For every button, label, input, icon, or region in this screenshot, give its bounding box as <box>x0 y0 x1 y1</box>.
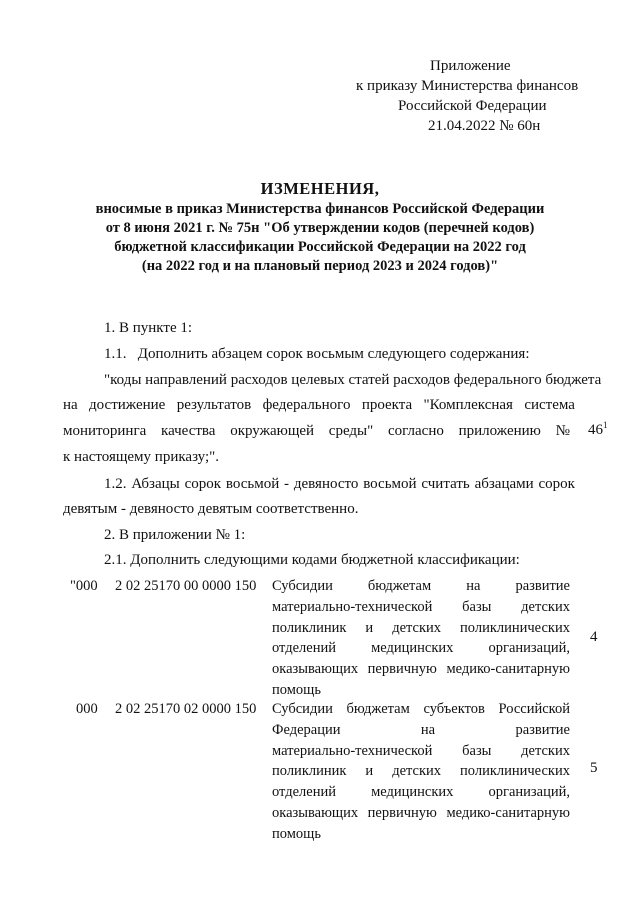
item-1-2-line-2: девятым - девяносто девятым соответственно. <box>63 501 359 517</box>
table-row-number: 4 <box>590 629 598 645</box>
item-2-1: 2.1. Дополнить следующими кодами бюджетной классификации: <box>104 552 520 568</box>
document-title <box>60 178 580 276</box>
appendix-order-ref: к приказу Министерства финансов <box>356 78 579 94</box>
appendix-date-number: 21.04.2022 № 60н <box>428 118 541 134</box>
appendix-label: Приложение <box>430 58 511 74</box>
table-row-number: 5 <box>590 760 598 776</box>
table-row-description: Субсидии бюджетам на развитие материально-технической базы детских поликлиник и детских поликлинических отделений медицинских организаций, оказывающих первичную медико-санитарную помощь <box>272 578 570 698</box>
table-row-code: 000 <box>76 701 98 717</box>
table-row-kbk: 2 02 25170 02 0000 150 <box>115 701 257 717</box>
title-line-3: бюджетной классификации Российской Федерации на 2022 год <box>114 239 526 255</box>
footnote-mark: 1 <box>603 420 608 430</box>
quote-line-2: на достижение результатов федерального проекта "Комплексная система <box>63 397 575 413</box>
table-row-description: Субсидии бюджетам субъектов Российской Федерации на развитие материально-технической базы детских поликлиник и детских поликлинических отделений медицинских организаций, оказывающих первичную медико-санитарную помощь <box>272 701 570 842</box>
item-1-1: 1.1. Дополнить абзацем сорок восьмым следующего содержания: <box>104 346 530 362</box>
title-heading: ИЗМЕНЕНИЯ, <box>260 179 380 198</box>
table-row-code: "000 <box>70 578 98 594</box>
quote-appendix-number <box>588 420 608 439</box>
quote-line-4: к настоящему приказу;". <box>63 449 220 465</box>
item-1-2-line-1: 1.2. Абзацы сорок восьмой - девяносто восьмой считать абзацами сорок <box>104 476 575 492</box>
appendix-country: Российской Федерации <box>398 98 547 114</box>
title-line-2: от 8 июня 2021 г. № 75н "Об утверждении кодов (перечней кодов) <box>105 220 535 236</box>
item-1: 1. В пункте 1: <box>104 320 193 336</box>
appendix-header <box>356 56 596 136</box>
quote-number: 46 <box>588 422 603 438</box>
title-line-4: (на 2022 год и на плановый период 2023 и 2024 годов)" <box>141 258 499 274</box>
quote-line-1: "коды направлений расходов целевых статей расходов федерального бюджета <box>104 372 602 388</box>
title-line-1: вносимые в приказ Министерства финансов Российской Федерации <box>95 201 545 217</box>
quote-line-3: мониторинга качества окружающей среды" согласно приложению № <box>63 423 570 439</box>
table-row-kbk: 2 02 25170 00 0000 150 <box>115 578 257 594</box>
item-2: 2. В приложении № 1: <box>104 527 246 543</box>
